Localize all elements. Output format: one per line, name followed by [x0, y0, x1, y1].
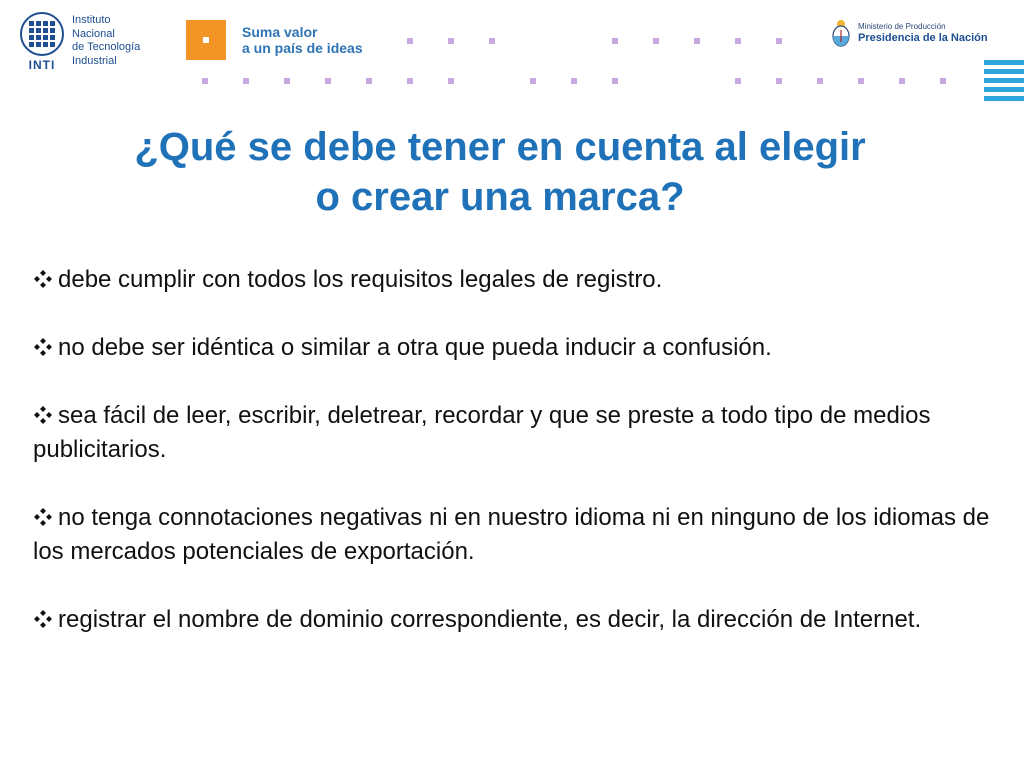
national-shield-icon — [830, 18, 852, 48]
inti-name-line: Instituto — [72, 14, 111, 26]
list-item — [33, 331, 993, 365]
campaign-logo-text — [242, 24, 363, 56]
title-line: o crear una marca? — [315, 175, 685, 219]
campaign-line: a un país de ideas — [242, 40, 363, 56]
slide-title — [40, 122, 960, 222]
inti-name-line: de Tecnología — [72, 41, 141, 53]
menu-bar — [984, 78, 1024, 83]
hamburger-menu-icon[interactable] — [984, 60, 1024, 102]
list-item — [33, 501, 993, 569]
diamond-bullet-icon — [33, 337, 53, 357]
campaign-logo-dot — [203, 37, 209, 43]
bullet-text: registrar el nombre de dominio correspondiente, es decir, la dirección de Internet. — [58, 606, 922, 633]
government-logo — [830, 18, 1000, 52]
diamond-bullet-icon — [33, 609, 53, 629]
diamond-bullet-icon — [33, 269, 53, 289]
menu-bar — [984, 96, 1024, 101]
list-item — [33, 603, 993, 637]
inti-logo — [20, 12, 150, 76]
presidency-label: Presidencia de la Nación — [858, 32, 988, 44]
bullet-text: debe cumplir con todos los requisitos legales de registro. — [58, 266, 663, 293]
title-line: ¿Qué se debe tener en cuenta al elegir — [134, 125, 866, 169]
inti-acronym: INTI — [28, 58, 56, 72]
bullet-list — [33, 263, 993, 671]
menu-bar — [984, 69, 1024, 74]
bullet-text: no tenga connotaciones negativas ni en nuestro idioma ni en ninguno de los idiomas de los mercados potenciales de exportación. — [33, 504, 990, 565]
campaign-line: Suma valor — [242, 24, 318, 40]
bullet-text: no debe ser idéntica o similar a otra que pueda inducir a confusión. — [58, 334, 772, 361]
inti-name-line: Industrial — [72, 54, 117, 67]
menu-bar — [984, 87, 1024, 92]
diamond-bullet-icon — [33, 405, 53, 425]
menu-bar — [984, 60, 1024, 65]
inti-name — [72, 14, 162, 68]
ministry-label: Ministerio de Producción — [858, 22, 946, 31]
list-item — [33, 399, 993, 467]
inti-name-line: Nacional — [72, 27, 115, 40]
inti-grid-icon — [20, 12, 64, 56]
campaign-logo-square — [186, 20, 226, 60]
bullet-text: sea fácil de leer, escribir, deletrear, recordar y que se preste a todo tipo de medios publicitarios. — [33, 402, 931, 463]
diamond-bullet-icon — [33, 507, 53, 527]
list-item — [33, 263, 993, 297]
